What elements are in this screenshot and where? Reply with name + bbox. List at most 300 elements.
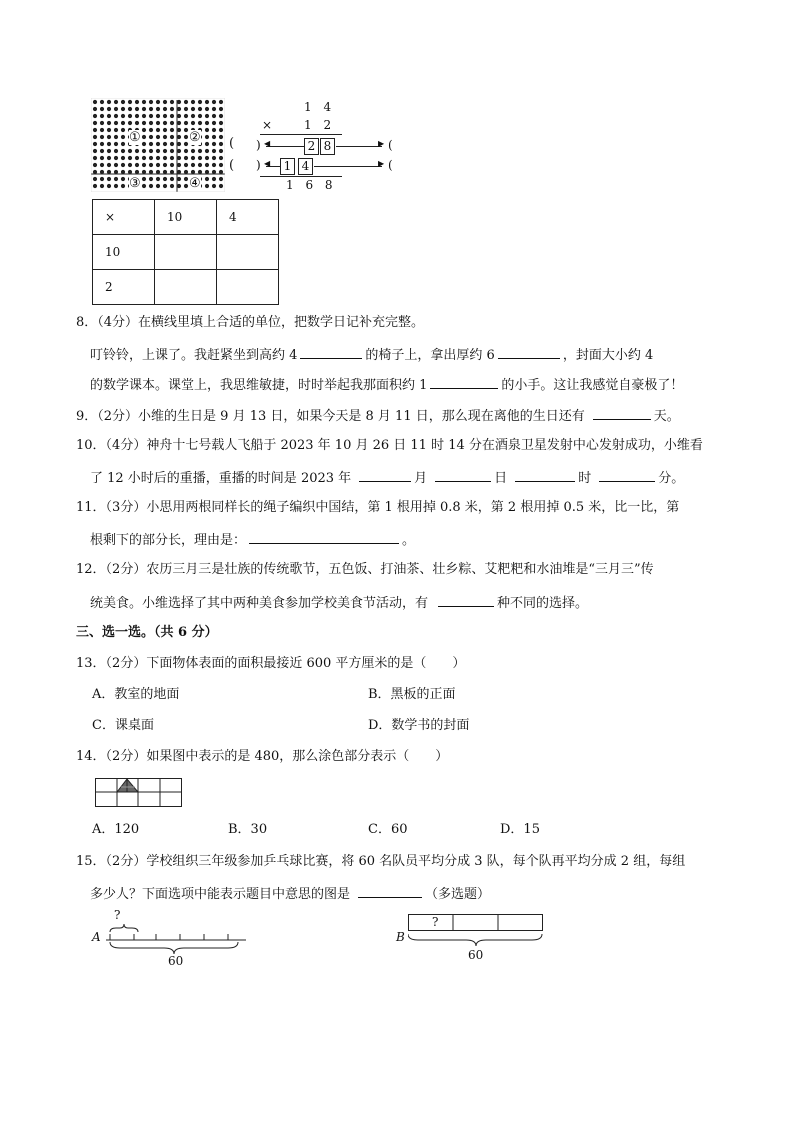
- dot: [198, 163, 202, 167]
- q10-blank-day[interactable]: [435, 467, 491, 482]
- dot: [184, 163, 188, 167]
- dot: [100, 156, 104, 160]
- q11-text-a: 根剩下的部分长，理由是：: [90, 533, 247, 548]
- q12-blank[interactable]: [438, 592, 494, 607]
- dot: [114, 114, 118, 118]
- dot: [212, 142, 216, 146]
- dot: [184, 114, 188, 118]
- table-cell: 10: [93, 235, 155, 270]
- dot: [219, 107, 223, 111]
- dot: [128, 163, 132, 167]
- dot: [156, 149, 160, 153]
- dot: [100, 170, 104, 174]
- dot: [177, 100, 181, 104]
- q8-text-c: ，封面大小约 4: [562, 348, 654, 363]
- q11-line2: [90, 529, 415, 551]
- dot: [177, 142, 181, 146]
- calc-right-paren-1: (: [388, 138, 393, 152]
- section-3-heading: 三、选一选。（共 6 分）: [76, 625, 218, 640]
- q9-text: 9．（2分）小维的生日是 9 月 13 日，如果今天是 8 月 11 日，那么现在离他的生日还有: [76, 409, 585, 424]
- calc-box-1b: 8: [320, 138, 335, 155]
- dot: [184, 100, 188, 104]
- dot: [156, 177, 160, 181]
- dot: [93, 114, 97, 118]
- calc-rule-2: [260, 176, 342, 177]
- dot: [93, 128, 97, 132]
- dot: [170, 142, 174, 146]
- q9-line: [76, 405, 680, 427]
- dot: [142, 100, 146, 104]
- q15-text-b: （多选题）: [425, 887, 491, 902]
- dot: [184, 177, 188, 181]
- dot: [114, 177, 118, 181]
- dot: [170, 100, 174, 104]
- dot: [149, 142, 153, 146]
- calc-rule-1: [260, 134, 342, 135]
- dot: [191, 100, 195, 104]
- dot: [219, 184, 223, 188]
- dot: [177, 121, 181, 125]
- dot: [114, 163, 118, 167]
- q13-option-d[interactable]: D．数学书的封面: [368, 718, 470, 733]
- calc-second: 1 2: [304, 118, 332, 132]
- q8-line3: [90, 374, 683, 396]
- dot: [121, 128, 125, 132]
- dot: [219, 156, 223, 160]
- dot: [93, 156, 97, 160]
- q10-text-b: 月: [414, 471, 428, 486]
- dot: [170, 163, 174, 167]
- dot: [184, 107, 188, 111]
- calc-box-2b: 4: [298, 158, 313, 175]
- q15-figure-a: [92, 908, 247, 968]
- dot: [121, 142, 125, 146]
- dot: [100, 177, 104, 181]
- figure-a-total: 60: [168, 954, 184, 968]
- q8-text-b: 的椅子上，拿出厚约 6: [365, 348, 495, 363]
- dot: [100, 114, 104, 118]
- dot: [142, 107, 146, 111]
- dot-label-1: ①: [129, 130, 141, 145]
- q8-line2: [90, 344, 653, 366]
- dot: [212, 135, 216, 139]
- dot: [114, 121, 118, 125]
- dot: [163, 107, 167, 111]
- table-cell-answer[interactable]: [155, 270, 217, 305]
- dot-label-2: ②: [189, 130, 201, 145]
- q12-line1: 12．（2分）农历三月三是壮族的传统歌节，五色饭、打油茶、壮乡粽、艾粑粑和水油堆是“三月三”传: [76, 562, 654, 577]
- dot: [149, 184, 153, 188]
- dot: [149, 149, 153, 153]
- dot: [149, 121, 153, 125]
- dot-label-3: ③: [129, 176, 141, 191]
- dot: [212, 163, 216, 167]
- dot: [107, 135, 111, 139]
- dot: [177, 177, 181, 181]
- dot: [191, 114, 195, 118]
- dot: [212, 121, 216, 125]
- dot: [100, 184, 104, 188]
- dot: [107, 156, 111, 160]
- dot: [107, 170, 111, 174]
- dot: [205, 100, 209, 104]
- dot: [149, 135, 153, 139]
- dot: [156, 128, 160, 132]
- dot: [219, 177, 223, 181]
- dot: [114, 184, 118, 188]
- dot: [163, 135, 167, 139]
- dot: [107, 107, 111, 111]
- dot: [121, 100, 125, 104]
- figure-b-question: ?: [432, 915, 439, 929]
- dot: [121, 107, 125, 111]
- table-cell-answer[interactable]: [217, 235, 279, 270]
- dot: [205, 149, 209, 153]
- dot: [114, 100, 118, 104]
- dot: [149, 107, 153, 111]
- dot: [177, 184, 181, 188]
- dot: [149, 163, 153, 167]
- q8-text-d: 的数学课本。课堂上，我思维敏捷，时时举起我那面积约 1: [90, 378, 428, 393]
- dot: [93, 142, 97, 146]
- table-cell: ×: [93, 200, 155, 235]
- dot: [163, 100, 167, 104]
- dot: [163, 149, 167, 153]
- table-cell-answer[interactable]: [155, 235, 217, 270]
- dot: [121, 163, 125, 167]
- q13-option-b[interactable]: B．黑板的正面: [368, 687, 456, 702]
- dot: [114, 135, 118, 139]
- dot: [114, 170, 118, 174]
- calc-left-paren-1: ): [256, 138, 261, 152]
- dot: [212, 149, 216, 153]
- dot: [205, 177, 209, 181]
- dot: [100, 163, 104, 167]
- dot: [198, 149, 202, 153]
- q14-option-a[interactable]: A．120: [92, 822, 140, 837]
- dot: [219, 121, 223, 125]
- dot: [163, 177, 167, 181]
- q14-option-c[interactable]: C．60: [368, 822, 408, 837]
- q12-line2: [90, 592, 588, 614]
- dot: [156, 184, 160, 188]
- dot: [177, 156, 181, 160]
- q10-text-d: 时: [578, 471, 592, 486]
- dot: [100, 100, 104, 104]
- calc-top: 1 4: [304, 100, 332, 114]
- dot: [191, 163, 195, 167]
- dot: [121, 121, 125, 125]
- dot: [135, 163, 139, 167]
- dot: [198, 156, 202, 160]
- dot: [142, 142, 146, 146]
- vertical-calc-figure: [256, 98, 400, 194]
- figure-b-total: 60: [468, 948, 484, 962]
- dot: [135, 149, 139, 153]
- q15-blank[interactable]: [358, 883, 422, 898]
- table-row: [93, 200, 279, 235]
- dot: [156, 114, 160, 118]
- dot: [184, 135, 188, 139]
- q8-blank-1[interactable]: [300, 344, 362, 359]
- dot: [191, 107, 195, 111]
- calc-left-paren-2: ): [256, 158, 261, 172]
- dot: [219, 163, 223, 167]
- dot: [149, 128, 153, 132]
- q8-blank-2[interactable]: [498, 344, 560, 359]
- q13-option-a[interactable]: A．教室的地面: [92, 687, 180, 702]
- dot: [170, 156, 174, 160]
- dot: [156, 121, 160, 125]
- dot: [177, 114, 181, 118]
- dot: [100, 142, 104, 146]
- dot: [156, 156, 160, 160]
- dot: [93, 149, 97, 153]
- dot: [177, 149, 181, 153]
- table-cell: 10: [155, 200, 217, 235]
- q15-line1: 15．（2分）学校组织三年级参加乒乓球比赛，将 60 名队员平均分成 3 队，每个队再平均分成 2 组，每组: [76, 854, 686, 869]
- dot: [128, 100, 132, 104]
- dot: [170, 114, 174, 118]
- dot: [107, 114, 111, 118]
- dot: [149, 114, 153, 118]
- q10-line2: [90, 467, 684, 489]
- table-cell-answer[interactable]: [217, 270, 279, 305]
- dot: [205, 121, 209, 125]
- dot: [156, 142, 160, 146]
- dot: [184, 142, 188, 146]
- dot: [128, 156, 132, 160]
- dot: [205, 128, 209, 132]
- q11-line1: 11．（3分）小思用两根同样长的绳子编织中国结，第 1 根用掉 0.8 米，第 2 根用掉 0.5 米，比一比，第: [76, 500, 680, 515]
- dot: [93, 163, 97, 167]
- dot: [184, 121, 188, 125]
- dot: [107, 128, 111, 132]
- dot: [149, 177, 153, 181]
- dot: [198, 107, 202, 111]
- dot: [149, 100, 153, 104]
- dot: [177, 128, 181, 132]
- dot: [219, 100, 223, 104]
- dot: [156, 170, 160, 174]
- dot: [198, 100, 202, 104]
- dot: [135, 107, 139, 111]
- q14-bar-svg: [95, 778, 183, 808]
- dot: [135, 170, 139, 174]
- q13-option-c[interactable]: C．课桌面: [92, 718, 154, 733]
- dot: [121, 149, 125, 153]
- dot: [121, 177, 125, 181]
- dot: [142, 156, 146, 160]
- dot: [198, 121, 202, 125]
- dot: [128, 114, 132, 118]
- q8-blank-3[interactable]: [430, 374, 498, 389]
- q13-stem: 13．（2分）下面物体表面的面积最接近 600 平方厘米的是（ ）: [76, 656, 466, 671]
- dot: [135, 100, 139, 104]
- q8-head: 8．（4分）在横线里填上合适的单位，把数学日记补充完整。: [76, 315, 425, 330]
- q10-text-e: 分。: [658, 471, 685, 486]
- dot: [177, 163, 181, 167]
- dot: [212, 107, 216, 111]
- dot: [107, 163, 111, 167]
- dot: [219, 135, 223, 139]
- q9-blank[interactable]: [593, 405, 651, 420]
- dot: [191, 170, 195, 174]
- calc-times: ×: [262, 118, 273, 132]
- dot: [114, 128, 118, 132]
- dot: [142, 177, 146, 181]
- q12-text-b: 种不同的选择。: [497, 596, 589, 611]
- dot: [121, 114, 125, 118]
- figure-a-label: A: [92, 930, 101, 944]
- dot: [163, 128, 167, 132]
- dot: [177, 107, 181, 111]
- q10-blank-hour[interactable]: [515, 467, 575, 482]
- dot: [142, 184, 146, 188]
- dot: [135, 121, 139, 125]
- calc-box-2a: 1: [280, 158, 295, 175]
- dot: [93, 121, 97, 125]
- dot: [142, 170, 146, 174]
- q10-text-a: 了 12 小时后的重播，重播的时间是 2023 年: [90, 471, 352, 486]
- dot: [219, 142, 223, 146]
- dot: [163, 121, 167, 125]
- q15-text-a: 多少人？下面选项中能表示题目中意思的图是: [90, 887, 351, 902]
- dot: [149, 170, 153, 174]
- dot: [170, 177, 174, 181]
- dot: [205, 184, 209, 188]
- dot: [93, 107, 97, 111]
- dot: [142, 121, 146, 125]
- dot: [184, 184, 188, 188]
- dot: [212, 128, 216, 132]
- dot: [219, 114, 223, 118]
- table-row: [93, 235, 279, 270]
- q14-bar-figure: [95, 778, 183, 812]
- dot: [219, 170, 223, 174]
- dot: [163, 170, 167, 174]
- q12-text-a: 统美食。小维选择了其中两种美食参加学校美食节活动，有: [90, 596, 429, 611]
- dot: [177, 135, 181, 139]
- dot: [149, 156, 153, 160]
- dot: [114, 149, 118, 153]
- arrow-right-2: [314, 166, 382, 167]
- dot: [128, 170, 132, 174]
- dot: [212, 156, 216, 160]
- q10-blank-month[interactable]: [359, 467, 411, 482]
- dot: [93, 100, 97, 104]
- dot: [191, 156, 195, 160]
- dot: [170, 128, 174, 132]
- dot: [184, 156, 188, 160]
- dot: [198, 114, 202, 118]
- table-row: [93, 270, 279, 305]
- q10-blank-minute[interactable]: [599, 467, 655, 482]
- arrow-head-left-2: ◀: [264, 159, 271, 168]
- dot-array-svg: [91, 98, 225, 192]
- arrow-head-right-2: ▶: [378, 159, 385, 168]
- dot: [93, 170, 97, 174]
- dot: [135, 156, 139, 160]
- dot: [107, 149, 111, 153]
- q14-stem: 14．（2分）如果图中表示的是 480，那么涂色部分表示（ ）: [76, 749, 449, 764]
- dot: [121, 135, 125, 139]
- dot: [170, 107, 174, 111]
- dot: [184, 128, 188, 132]
- q14-option-d[interactable]: D．15: [500, 822, 540, 837]
- dot: [107, 142, 111, 146]
- calc-result: 1 6 8: [286, 178, 333, 192]
- dot: [170, 149, 174, 153]
- dot: [198, 170, 202, 174]
- q15-line2: [90, 883, 490, 905]
- q8-text-a: 叮铃铃，上课了。我赶紧坐到高约 4: [90, 348, 298, 363]
- q15-figure-b: [396, 910, 548, 968]
- dot: [93, 177, 97, 181]
- q10-line1: 10．（4分）神舟十七号载人飞船于 2023 年 10 月 26 日 11 时 14 分在酒泉卫星发射中心发射成功，小维看: [76, 438, 703, 453]
- dot: [100, 128, 104, 132]
- dot: [107, 121, 111, 125]
- dot: [170, 121, 174, 125]
- figure-a-question: ?: [114, 908, 121, 922]
- dot: [163, 114, 167, 118]
- dot: [184, 149, 188, 153]
- dot: [114, 142, 118, 146]
- dot: [156, 107, 160, 111]
- dot: [156, 135, 160, 139]
- dot: [93, 184, 97, 188]
- dot: [170, 170, 174, 174]
- dot: [170, 184, 174, 188]
- dot: [121, 184, 125, 188]
- table-cell: 4: [217, 200, 279, 235]
- dot: [142, 128, 146, 132]
- dot: [184, 170, 188, 174]
- dot: [170, 135, 174, 139]
- dot: [212, 184, 216, 188]
- dot: [142, 114, 146, 118]
- dot: [205, 156, 209, 160]
- dot: [205, 170, 209, 174]
- dot: [163, 184, 167, 188]
- dot: [205, 107, 209, 111]
- dot: [212, 114, 216, 118]
- dot: [212, 100, 216, 104]
- dot: [100, 121, 104, 125]
- dot: [156, 100, 160, 104]
- dot: [100, 135, 104, 139]
- dot-array-figure: [91, 98, 225, 192]
- arrow-head-right-1: ▶: [378, 139, 385, 148]
- dot: [135, 114, 139, 118]
- dot: [219, 128, 223, 132]
- q11-blank[interactable]: [249, 529, 399, 544]
- dot: [177, 170, 181, 174]
- q14-option-b[interactable]: B．30: [228, 822, 268, 837]
- dot: [121, 170, 125, 174]
- q10-text-c: 日: [494, 471, 508, 486]
- dot: [205, 114, 209, 118]
- dot: [191, 149, 195, 153]
- dot: [107, 100, 111, 104]
- dot: [212, 177, 216, 181]
- dot: [205, 135, 209, 139]
- dot: [163, 142, 167, 146]
- figure-b-label: B: [396, 930, 405, 944]
- arrow-head-left-1: ◀: [264, 139, 271, 148]
- dot: [191, 121, 195, 125]
- dot-paren-2: (: [229, 158, 235, 173]
